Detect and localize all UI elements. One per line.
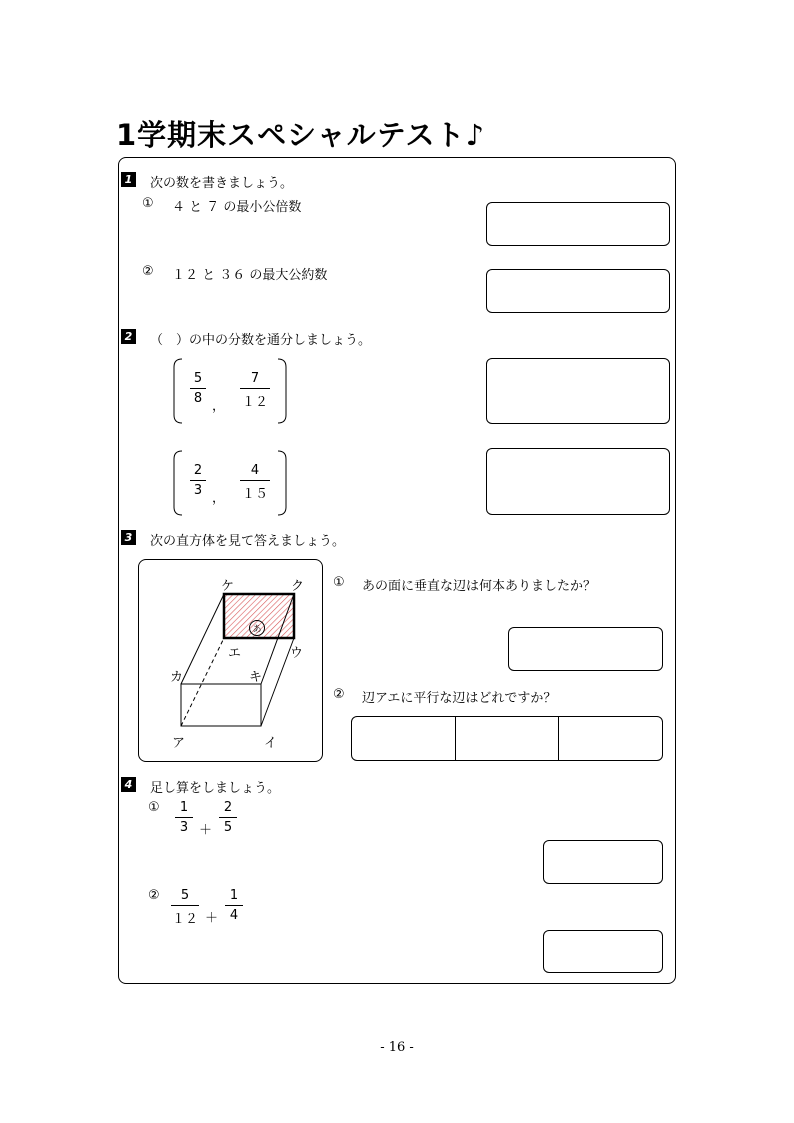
cuboid-figure-panel (138, 559, 323, 762)
page-title: 1学期末スペシャルテスト♪ (116, 118, 485, 152)
q4-answer-2-box[interactable] (543, 930, 663, 973)
q2-set-2-fraction-a (190, 463, 206, 498)
q2-set-2-separator: ， (212, 491, 226, 506)
denominator: 5 (223, 820, 233, 835)
denominator: １５ (241, 487, 268, 502)
question-1-text: 次の数を書きましょう。 (150, 176, 294, 191)
q3-answer-2-cell-2[interactable] (456, 717, 560, 760)
q4-item-1-fraction-b (219, 800, 237, 835)
q2-answer-2-box[interactable] (486, 448, 670, 515)
label-u: ウ (290, 646, 304, 661)
q4-item-2-fraction-a (171, 888, 199, 927)
q1-answer-1-box[interactable] (486, 202, 670, 246)
q3-item-1-mark: ① (333, 575, 345, 590)
label-e: エ (228, 646, 242, 661)
label-ke: ケ (221, 579, 235, 594)
q3-answer-1-box[interactable] (508, 627, 663, 671)
fraction-bar (175, 817, 193, 818)
q3-item-2-text: 辺アエに平行な辺はどれですか？ (362, 691, 557, 706)
q2-answer-1-box[interactable] (486, 358, 670, 424)
page-number: - 16 - (380, 1040, 414, 1055)
fraction-bar (190, 388, 206, 389)
question-2-text: （ ）の中の分数を通分しましょう。 (150, 333, 372, 348)
face-a-marker: あ (249, 620, 265, 636)
numerator: 2 (193, 463, 203, 478)
fraction-bar (219, 817, 237, 818)
fraction-bar (240, 388, 270, 389)
q2-set-2 (172, 449, 288, 517)
question-3-number: 3 (121, 530, 136, 545)
q1-item-1-mark: ① (142, 196, 154, 211)
q2-set-1-separator: ， (212, 399, 226, 414)
q4-item-1-operator: ＋ (199, 823, 213, 838)
q1-answer-2-box[interactable] (486, 269, 670, 313)
denominator: １２ (171, 912, 198, 927)
numerator: 5 (193, 371, 203, 386)
denominator: 3 (179, 820, 189, 835)
q4-answer-1-box[interactable] (543, 840, 663, 884)
question-1-number: 1 (121, 172, 136, 187)
numerator: 2 (223, 800, 233, 815)
numerator: 7 (250, 371, 260, 386)
q2-set-2-fraction-b (240, 463, 270, 502)
fraction-bar (171, 905, 199, 906)
question-4-number: 4 (121, 777, 136, 792)
denominator: 4 (229, 908, 239, 923)
denominator: １２ (241, 395, 268, 410)
q1-item-2-text: １２ と ３６ の最大公約数 (172, 268, 328, 283)
q2-set-1-fraction-b (240, 371, 270, 410)
question-2-number: 2 (121, 329, 136, 344)
denominator: 8 (193, 391, 203, 406)
q3-answer-2-cell-1[interactable] (352, 717, 456, 760)
q4-item-2-fraction-b (225, 888, 243, 923)
fraction-bar (240, 480, 270, 481)
label-a: ア (172, 736, 186, 751)
numerator: 1 (229, 888, 239, 903)
numerator: 1 (179, 800, 189, 815)
q3-answer-2-cell-3[interactable] (559, 717, 662, 760)
q4-item-2-operator: ＋ (205, 911, 219, 926)
numerator: 5 (180, 888, 190, 903)
q4-item-1-mark: ① (148, 800, 160, 815)
q1-item-2-mark: ② (142, 264, 154, 279)
q4-item-1-fraction-a (175, 800, 193, 835)
label-ku: ク (291, 579, 305, 594)
numerator: 4 (250, 463, 260, 478)
question-3-text: 次の直方体を見て答えましょう。 (150, 534, 346, 549)
fraction-bar (225, 905, 243, 906)
label-i: イ (264, 736, 278, 751)
label-ki: キ (249, 670, 263, 685)
q4-item-2-mark: ② (148, 888, 160, 903)
q3-answer-2-box (351, 716, 663, 761)
q3-item-1-text: あの面に垂直な辺は何本ありましたか？ (362, 579, 597, 594)
q3-item-2-mark: ② (333, 687, 345, 702)
fraction-bar (190, 480, 206, 481)
label-ka: カ (170, 670, 184, 685)
q1-item-1-text: ４ と ７ の最小公倍数 (172, 200, 302, 215)
q2-set-1 (172, 357, 288, 425)
question-4-text: 足し算をしましょう。 (150, 781, 281, 796)
q2-set-1-fraction-a (190, 371, 206, 406)
denominator: 3 (193, 483, 203, 498)
